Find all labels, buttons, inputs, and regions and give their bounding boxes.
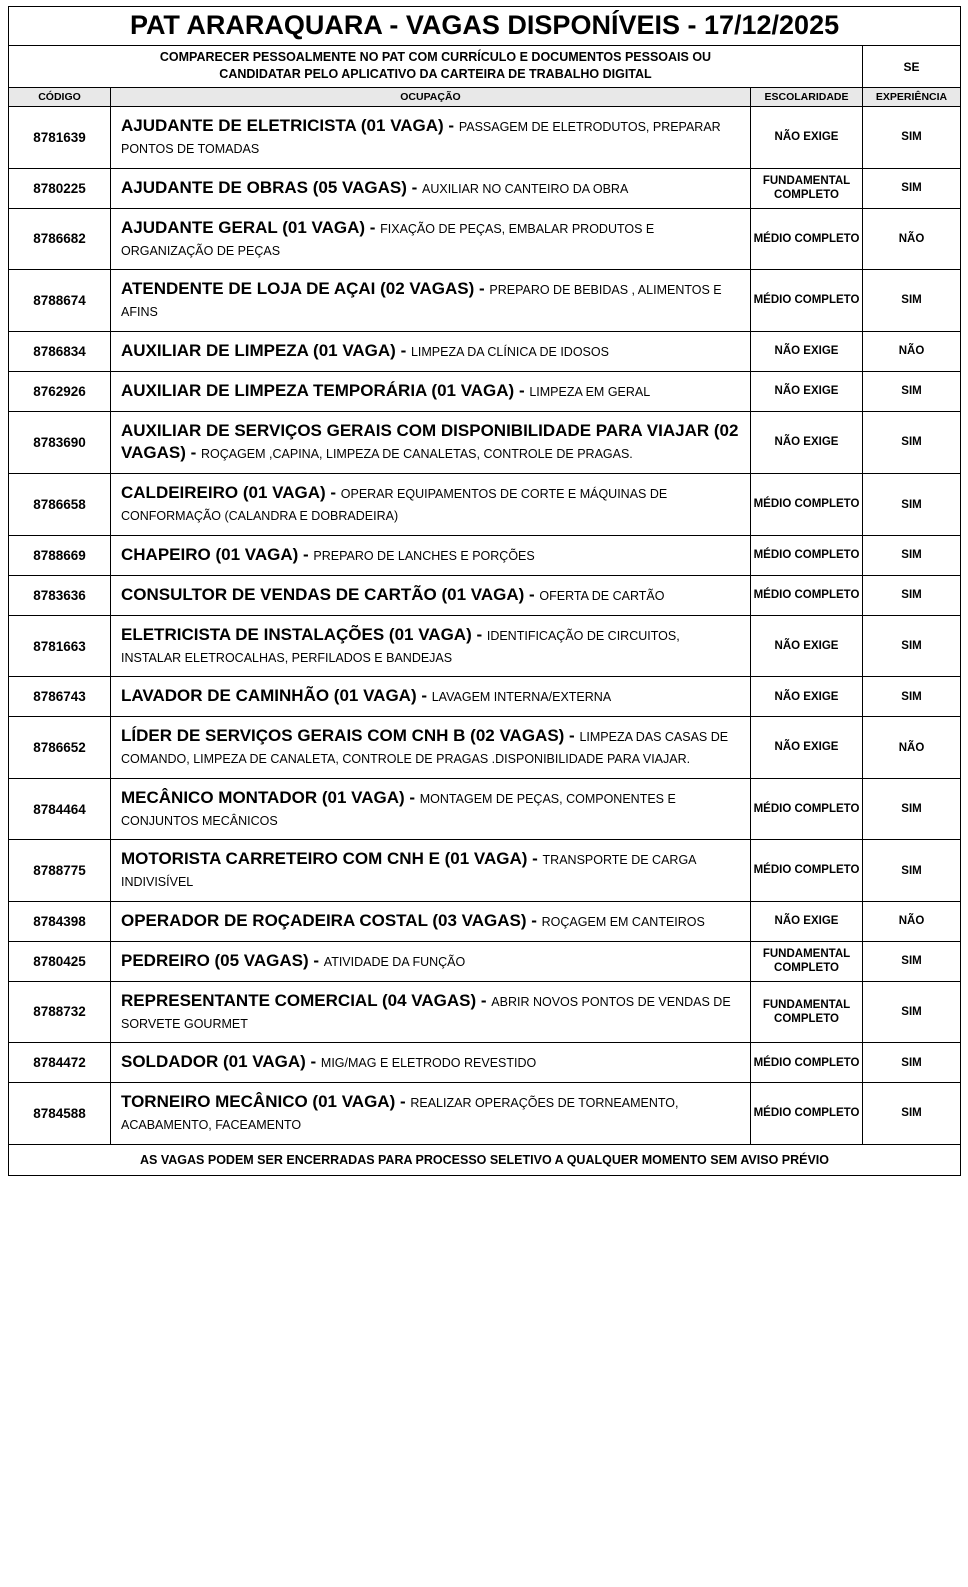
row-codigo: 8783636 [9,575,111,615]
row-ocupacao [111,575,751,615]
row-experiencia: SIM [863,411,961,474]
table-row [9,981,961,1043]
table-row [9,717,961,779]
row-job-desc: MIG/MAG E ELETRODO REVESTIDO [320,1056,537,1071]
row-escolaridade: FUNDAMENTAL COMPLETO [751,941,863,981]
row-experiencia: SIM [863,270,961,332]
row-job-desc: IDENTIFICAÇÃO DE CIRCUITOS, INSTALAR ELETROCALHAS, PERFILADOS E BANDEJAS [121,628,680,665]
column-header-experiencia: EXPERIÊNCIA [863,88,961,107]
column-header-row [9,88,961,107]
row-codigo: 8783690 [9,411,111,474]
row-experiencia: SIM [863,778,961,840]
row-experiencia: SIM [863,535,961,575]
row-ocupacao [111,941,751,981]
table-row [9,575,961,615]
row-ocupacao [111,615,751,677]
row-escolaridade: MÉDIO COMPLETO [751,270,863,332]
vacancies-table [8,6,961,1176]
row-job-desc: LIMPEZA DAS CASAS DE COMANDO, LIMPEZA DE CANALETA, CONTROLE DE PRAGAS .DISPONIBILIDADE PARA VIAJAR. [121,730,729,767]
row-job-title: OPERADOR DE ROÇADEIRA COSTAL (03 VAGAS) - [121,910,542,930]
row-escolaridade: FUNDAMENTAL COMPLETO [751,168,863,208]
row-experiencia: SIM [863,474,961,536]
row-experiencia: NÃO [863,901,961,941]
row-job-desc: OPERAR EQUIPAMENTOS DE CORTE E MÁQUINAS DE CONFORMAÇÃO (CALANDRA E DOBRADEIRA) [121,487,668,524]
row-job-desc: REALIZAR OPERAÇÕES DE TORNEAMENTO, ACABAMENTO, FACEAMENTO [121,1096,679,1133]
table-row [9,270,961,332]
table-row [9,168,961,208]
column-header-escolaridade: ESCOLARIDADE [751,88,863,107]
row-escolaridade: NÃO EXIGE [751,107,863,169]
row-job-title: CONSULTOR DE VENDAS DE CARTÃO (01 VAGA) - [121,584,540,604]
row-experiencia: SIM [863,575,961,615]
row-ocupacao [111,168,751,208]
table-row [9,677,961,717]
row-experiencia: SIM [863,1043,961,1083]
row-experiencia: NÃO [863,208,961,270]
row-job-title: LAVADOR DE CAMINHÃO (01 VAGA) - [121,686,432,706]
row-codigo: 8786652 [9,717,111,779]
row-escolaridade: NÃO EXIGE [751,615,863,677]
row-escolaridade: NÃO EXIGE [751,901,863,941]
row-ocupacao [111,1043,751,1083]
row-escolaridade: MÉDIO COMPLETO [751,474,863,536]
row-job-desc: PASSAGEM DE ELETRODUTOS, PREPARAR PONTOS DE TOMADAS [121,120,721,157]
row-job-title: AUXILIAR DE LIMPEZA (01 VAGA) - [121,340,411,360]
row-codigo: 8788669 [9,535,111,575]
row-job-title: AUXILIAR DE SERVIÇOS GERAIS COM DISPONIBILIDADE PARA VIAJAR (02 VAGAS) - [121,420,739,463]
row-escolaridade: MÉDIO COMPLETO [751,840,863,902]
row-escolaridade: MÉDIO COMPLETO [751,575,863,615]
row-codigo: 8762926 [9,371,111,411]
row-job-title: CHAPEIRO (01 VAGA) - [121,544,314,564]
row-job-title: MOTORISTA CARRETEIRO COM CNH E (01 VAGA) - [121,849,543,869]
row-job-title: AUXILIAR DE LIMPEZA TEMPORÁRIA (01 VAGA) - [121,380,530,400]
row-codigo: 8788775 [9,840,111,902]
row-job-desc: FIXAÇÃO DE PEÇAS, EMBALAR PRODUTOS E ORGANIZAÇÃO DE PEÇAS [121,221,655,258]
instructions-line-2: CANDIDATAR PELO APLICATIVO DA CARTEIRA DE TRABALHO DIGITAL [219,67,652,82]
row-experiencia: SIM [863,677,961,717]
row-escolaridade: NÃO EXIGE [751,411,863,474]
table-row [9,901,961,941]
row-job-title: SOLDADOR (01 VAGA) - [121,1052,321,1072]
table-row [9,1043,961,1083]
row-experiencia: NÃO [863,331,961,371]
row-job-desc: PREPARO DE BEBIDAS , ALIMENTOS E AFINS [121,283,722,320]
row-escolaridade: MÉDIO COMPLETO [751,778,863,840]
row-escolaridade: FUNDAMENTAL COMPLETO [751,981,863,1043]
row-ocupacao [111,474,751,536]
row-ocupacao [111,371,751,411]
table-row [9,840,961,902]
row-codigo: 8788732 [9,981,111,1043]
row-job-title: MECÂNICO MONTADOR (01 VAGA) - [121,787,420,807]
row-ocupacao [111,1083,751,1145]
row-job-desc: MONTAGEM DE PEÇAS, COMPONENTES E CONJUNTOS MECÂNICOS [121,791,676,828]
table-row [9,1083,961,1145]
row-codigo: 8781639 [9,107,111,169]
row-escolaridade: NÃO EXIGE [751,677,863,717]
row-job-desc: LIMPEZA DA CLÍNICA DE IDOSOS [410,344,609,359]
table-row [9,371,961,411]
row-ocupacao [111,840,751,902]
row-job-desc: AUXILIAR NO CANTEIRO DA OBRA [422,181,629,196]
row-experiencia: SIM [863,981,961,1043]
row-codigo: 8780225 [9,168,111,208]
row-escolaridade: NÃO EXIGE [751,371,863,411]
table-row [9,615,961,677]
row-ocupacao [111,411,751,474]
column-header-codigo: CÓDIGO [9,88,111,107]
table-row [9,208,961,270]
row-escolaridade: MÉDIO COMPLETO [751,1043,863,1083]
row-ocupacao [111,981,751,1043]
row-experiencia: SIM [863,371,961,411]
row-codigo: 8788674 [9,270,111,332]
row-codigo: 8784588 [9,1083,111,1145]
row-codigo: 8781663 [9,615,111,677]
row-job-desc: LAVAGEM INTERNA/EXTERNA [431,690,612,705]
row-experiencia: SIM [863,840,961,902]
table-row [9,474,961,536]
row-experiencia: NÃO [863,717,961,779]
column-header-ocupacao: OCUPAÇÃO [111,88,751,107]
row-experiencia: SIM [863,107,961,169]
row-job-title: ATENDENTE DE LOJA DE AÇAI (02 VAGAS) - [121,279,490,299]
row-ocupacao [111,331,751,371]
row-job-desc: LIMPEZA EM GERAL [529,384,651,399]
table-row [9,331,961,371]
table-row [9,107,961,169]
row-job-title: ELETRICISTA DE INSTALAÇÕES (01 VAGA) - [121,624,487,644]
row-ocupacao [111,677,751,717]
page-title: PAT ARARAQUARA - VAGAS DISPONÍVEIS - 17/12/2025 [9,7,961,46]
row-job-title: LÍDER DE SERVIÇOS GERAIS COM CNH B (02 VAGAS) - [121,726,580,746]
row-job-desc: OFERTA DE CARTÃO [539,588,665,603]
row-experiencia: SIM [863,168,961,208]
row-ocupacao [111,717,751,779]
row-experiencia: SIM [863,1083,961,1145]
table-row [9,535,961,575]
row-experiencia: SIM [863,941,961,981]
row-job-desc: ROÇAGEM EM CANTEIROS [541,914,705,929]
row-job-title: TORNEIRO MECÂNICO (01 VAGA) - [121,1092,411,1112]
se-label: SE [863,46,961,88]
table-row [9,941,961,981]
row-codigo: 8780425 [9,941,111,981]
row-codigo: 8786658 [9,474,111,536]
table-row [9,411,961,474]
row-codigo: 8786834 [9,331,111,371]
footer-row [9,1144,961,1175]
row-ocupacao [111,107,751,169]
row-job-title: AJUDANTE DE ELETRICISTA (01 VAGA) - [121,116,459,136]
row-escolaridade: MÉDIO COMPLETO [751,208,863,270]
row-codigo: 8786682 [9,208,111,270]
row-codigo: 8784464 [9,778,111,840]
row-escolaridade: MÉDIO COMPLETO [751,1083,863,1145]
subtitle-row [9,46,961,88]
instructions-line-1: COMPARECER PESSOALMENTE NO PAT COM CURRÍCULO E DOCUMENTOS PESSOAIS OU [159,50,712,65]
row-ocupacao [111,901,751,941]
row-job-desc: PREPARO DE LANCHES E PORÇÕES [313,548,535,563]
row-job-title: PEDREIRO (05 VAGAS) - [121,950,324,970]
row-job-desc: ABRIR NOVOS PONTOS DE VENDAS DE SORVETE GOURMET [121,994,731,1031]
row-ocupacao [111,778,751,840]
row-ocupacao [111,208,751,270]
row-job-desc: ROÇAGEM ,CAPINA, LIMPEZA DE CANALETAS, CONTROLE DE PRAGAS. [200,447,633,462]
footer-notice: AS VAGAS PODEM SER ENCERRADAS PARA PROCESSO SELETIVO A QUALQUER MOMENTO SEM AVISO PRÉVIO [9,1144,961,1175]
row-job-desc: ATIVIDADE DA FUNÇÃO [323,954,466,969]
row-job-title: REPRESENTANTE COMERCIAL (04 VAGAS) - [121,990,492,1010]
row-codigo: 8784398 [9,901,111,941]
table-row [9,778,961,840]
row-experiencia: SIM [863,615,961,677]
row-escolaridade: NÃO EXIGE [751,717,863,779]
row-codigo: 8784472 [9,1043,111,1083]
row-escolaridade: MÉDIO COMPLETO [751,535,863,575]
row-job-title: AJUDANTE DE OBRAS (05 VAGAS) - [121,177,422,197]
row-job-desc: TRANSPORTE DE CARGA INDIVISÍVEL [121,853,696,890]
row-ocupacao [111,535,751,575]
title-row [9,7,961,46]
row-escolaridade: NÃO EXIGE [751,331,863,371]
row-job-title: CALDEIREIRO (01 VAGA) - [121,483,341,503]
row-codigo: 8786743 [9,677,111,717]
instructions-block [9,46,863,88]
row-ocupacao [111,270,751,332]
row-job-title: AJUDANTE GERAL (01 VAGA) - [121,217,381,237]
